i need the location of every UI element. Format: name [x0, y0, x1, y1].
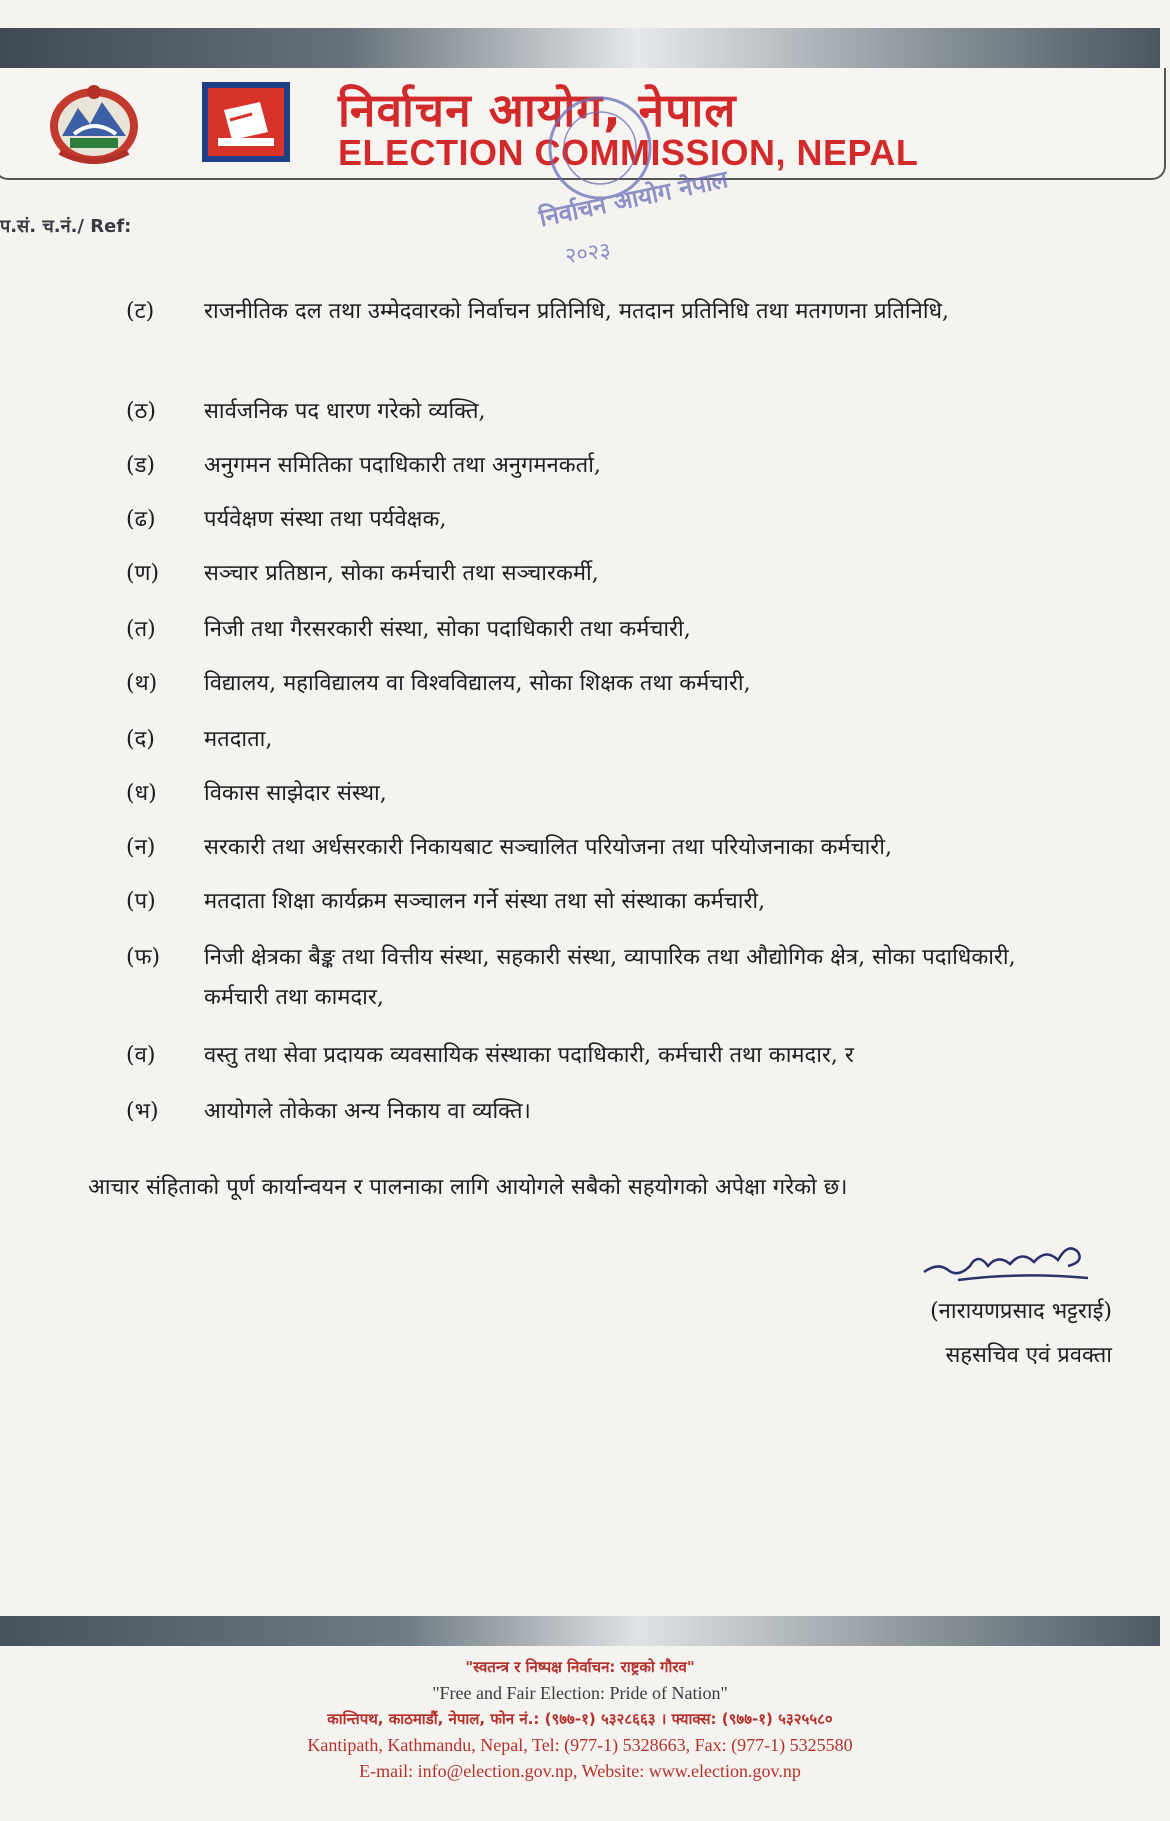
footer-address-english: Kantipath, Kathmandu, Nepal, Tel: (977-1) 5328663, Fax: (977-1) 5325580	[307, 1735, 853, 1755]
list-marker: (ठ)	[126, 399, 156, 424]
list-marker: (न)	[126, 835, 156, 860]
nepal-emblem-icon	[40, 78, 148, 170]
footer-bar	[0, 1616, 1160, 1646]
list-text: राजनीतिक दल तथा उम्मेदवारको निर्वाचन प्रतिनिधि, मतदान प्रतिनिधि तथा मतगणना प्रतिनिधि,	[204, 299, 950, 324]
list-marker: (ध)	[126, 781, 157, 806]
list-marker: (भ)	[126, 1099, 159, 1124]
signature-mark	[918, 1232, 1098, 1292]
footer	[0, 1654, 1160, 1784]
reference-label: प.सं. च.नं./ Ref:	[0, 216, 132, 237]
list-marker: (ड)	[126, 453, 155, 478]
commission-title-nepali: निर्वाचन आयोग, नेपाल	[338, 83, 737, 137]
signatory-title: सहसचिव एवं प्रवक्ता	[945, 1343, 1112, 1368]
list-marker: (ट)	[126, 299, 155, 324]
list-marker: (थ)	[126, 671, 158, 696]
list-marker: (ढ)	[126, 507, 156, 532]
list-marker: (द)	[126, 727, 155, 752]
list-text: वस्तु तथा सेवा प्रदायक व्यवसायिक संस्थाका पदाधिकारी, कर्मचारी तथा कामदार, र	[204, 1043, 854, 1068]
stamp-year: २०२३	[563, 238, 613, 270]
list-text: आयोगले तोकेका अन्य निकाय वा व्यक्ति।	[204, 1099, 531, 1124]
list-marker: (व)	[126, 1043, 156, 1068]
footer-address-nepali: कान्तिपथ, काठमाडौं, नेपाल, फोन नं.: (९७७-१) ५३२८६६३ । फ्याक्स: (९७७-१) ५३२५५८०	[327, 1710, 833, 1728]
signatory-name: (नारायणप्रसाद भट्टराई)	[930, 1299, 1112, 1324]
list-text: निजी क्षेत्रका बैङ्क तथा वित्तीय संस्था, सहकारी संस्था, व्यापारिक तथा औद्योगिक क्षेत्र, सोका पदाधिकारी, कर्मचारी तथा कामदार,	[204, 945, 1016, 1010]
election-commission-logo-icon	[200, 80, 292, 164]
list-text: सञ्चार प्रतिष्ठान, सोका कर्मचारी तथा सञ्चारकर्मी,	[204, 561, 599, 586]
list-marker: (ण)	[126, 561, 160, 586]
footer-slogan-nepali: "स्वतन्त्र र निष्पक्ष निर्वाचन: राष्ट्रको गौरव"	[465, 1658, 695, 1676]
list-marker: (फ)	[126, 945, 161, 970]
list-marker: (प)	[126, 889, 156, 914]
list-text: पर्यवेक्षण संस्था तथा पर्यवेक्षक,	[204, 507, 447, 532]
list-text: निजी तथा गैरसरकारी संस्था, सोका पदाधिकारी तथा कर्मचारी,	[204, 617, 691, 642]
closing-paragraph: आचार संहिताको पूर्ण कार्यान्वयन र पालनाका लागि आयोगले सबैको सहयोगको अपेक्षा गरेको छ।	[88, 1175, 848, 1200]
footer-contact: E-mail: info@election.gov.np, Website: www.election.gov.np	[359, 1761, 801, 1781]
header-bar	[0, 28, 1160, 72]
commission-title-english: ELECTION COMMISSION, NEPAL	[338, 132, 919, 173]
list-text: सार्वजनिक पद धारण गरेको व्यक्ति,	[204, 399, 486, 424]
list-text: विकास साझेदार संस्था,	[204, 781, 387, 806]
list-text: मतदाता,	[204, 727, 273, 752]
list-text: अनुगमन समितिका पदाधिकारी तथा अनुगमनकर्ता,	[204, 453, 601, 478]
footer-slogan-english: "Free and Fair Election: Pride of Nation"	[432, 1683, 728, 1703]
list-text: विद्यालय, महाविद्यालय वा विश्वविद्यालय, सोका शिक्षक तथा कर्मचारी,	[204, 671, 751, 696]
official-stamp	[520, 84, 731, 274]
list-marker: (त)	[126, 617, 156, 642]
stamp-text: निर्वाचन आयोग नेपाल	[536, 165, 731, 233]
list-text: मतदाता शिक्षा कार्यक्रम सञ्चालन गर्ने संस्था तथा सो संस्थाका कर्मचारी,	[204, 889, 766, 914]
list-text: सरकारी तथा अर्धसरकारी निकायबाट सञ्चालित परियोजना तथा परियोजनाका कर्मचारी,	[204, 835, 892, 860]
